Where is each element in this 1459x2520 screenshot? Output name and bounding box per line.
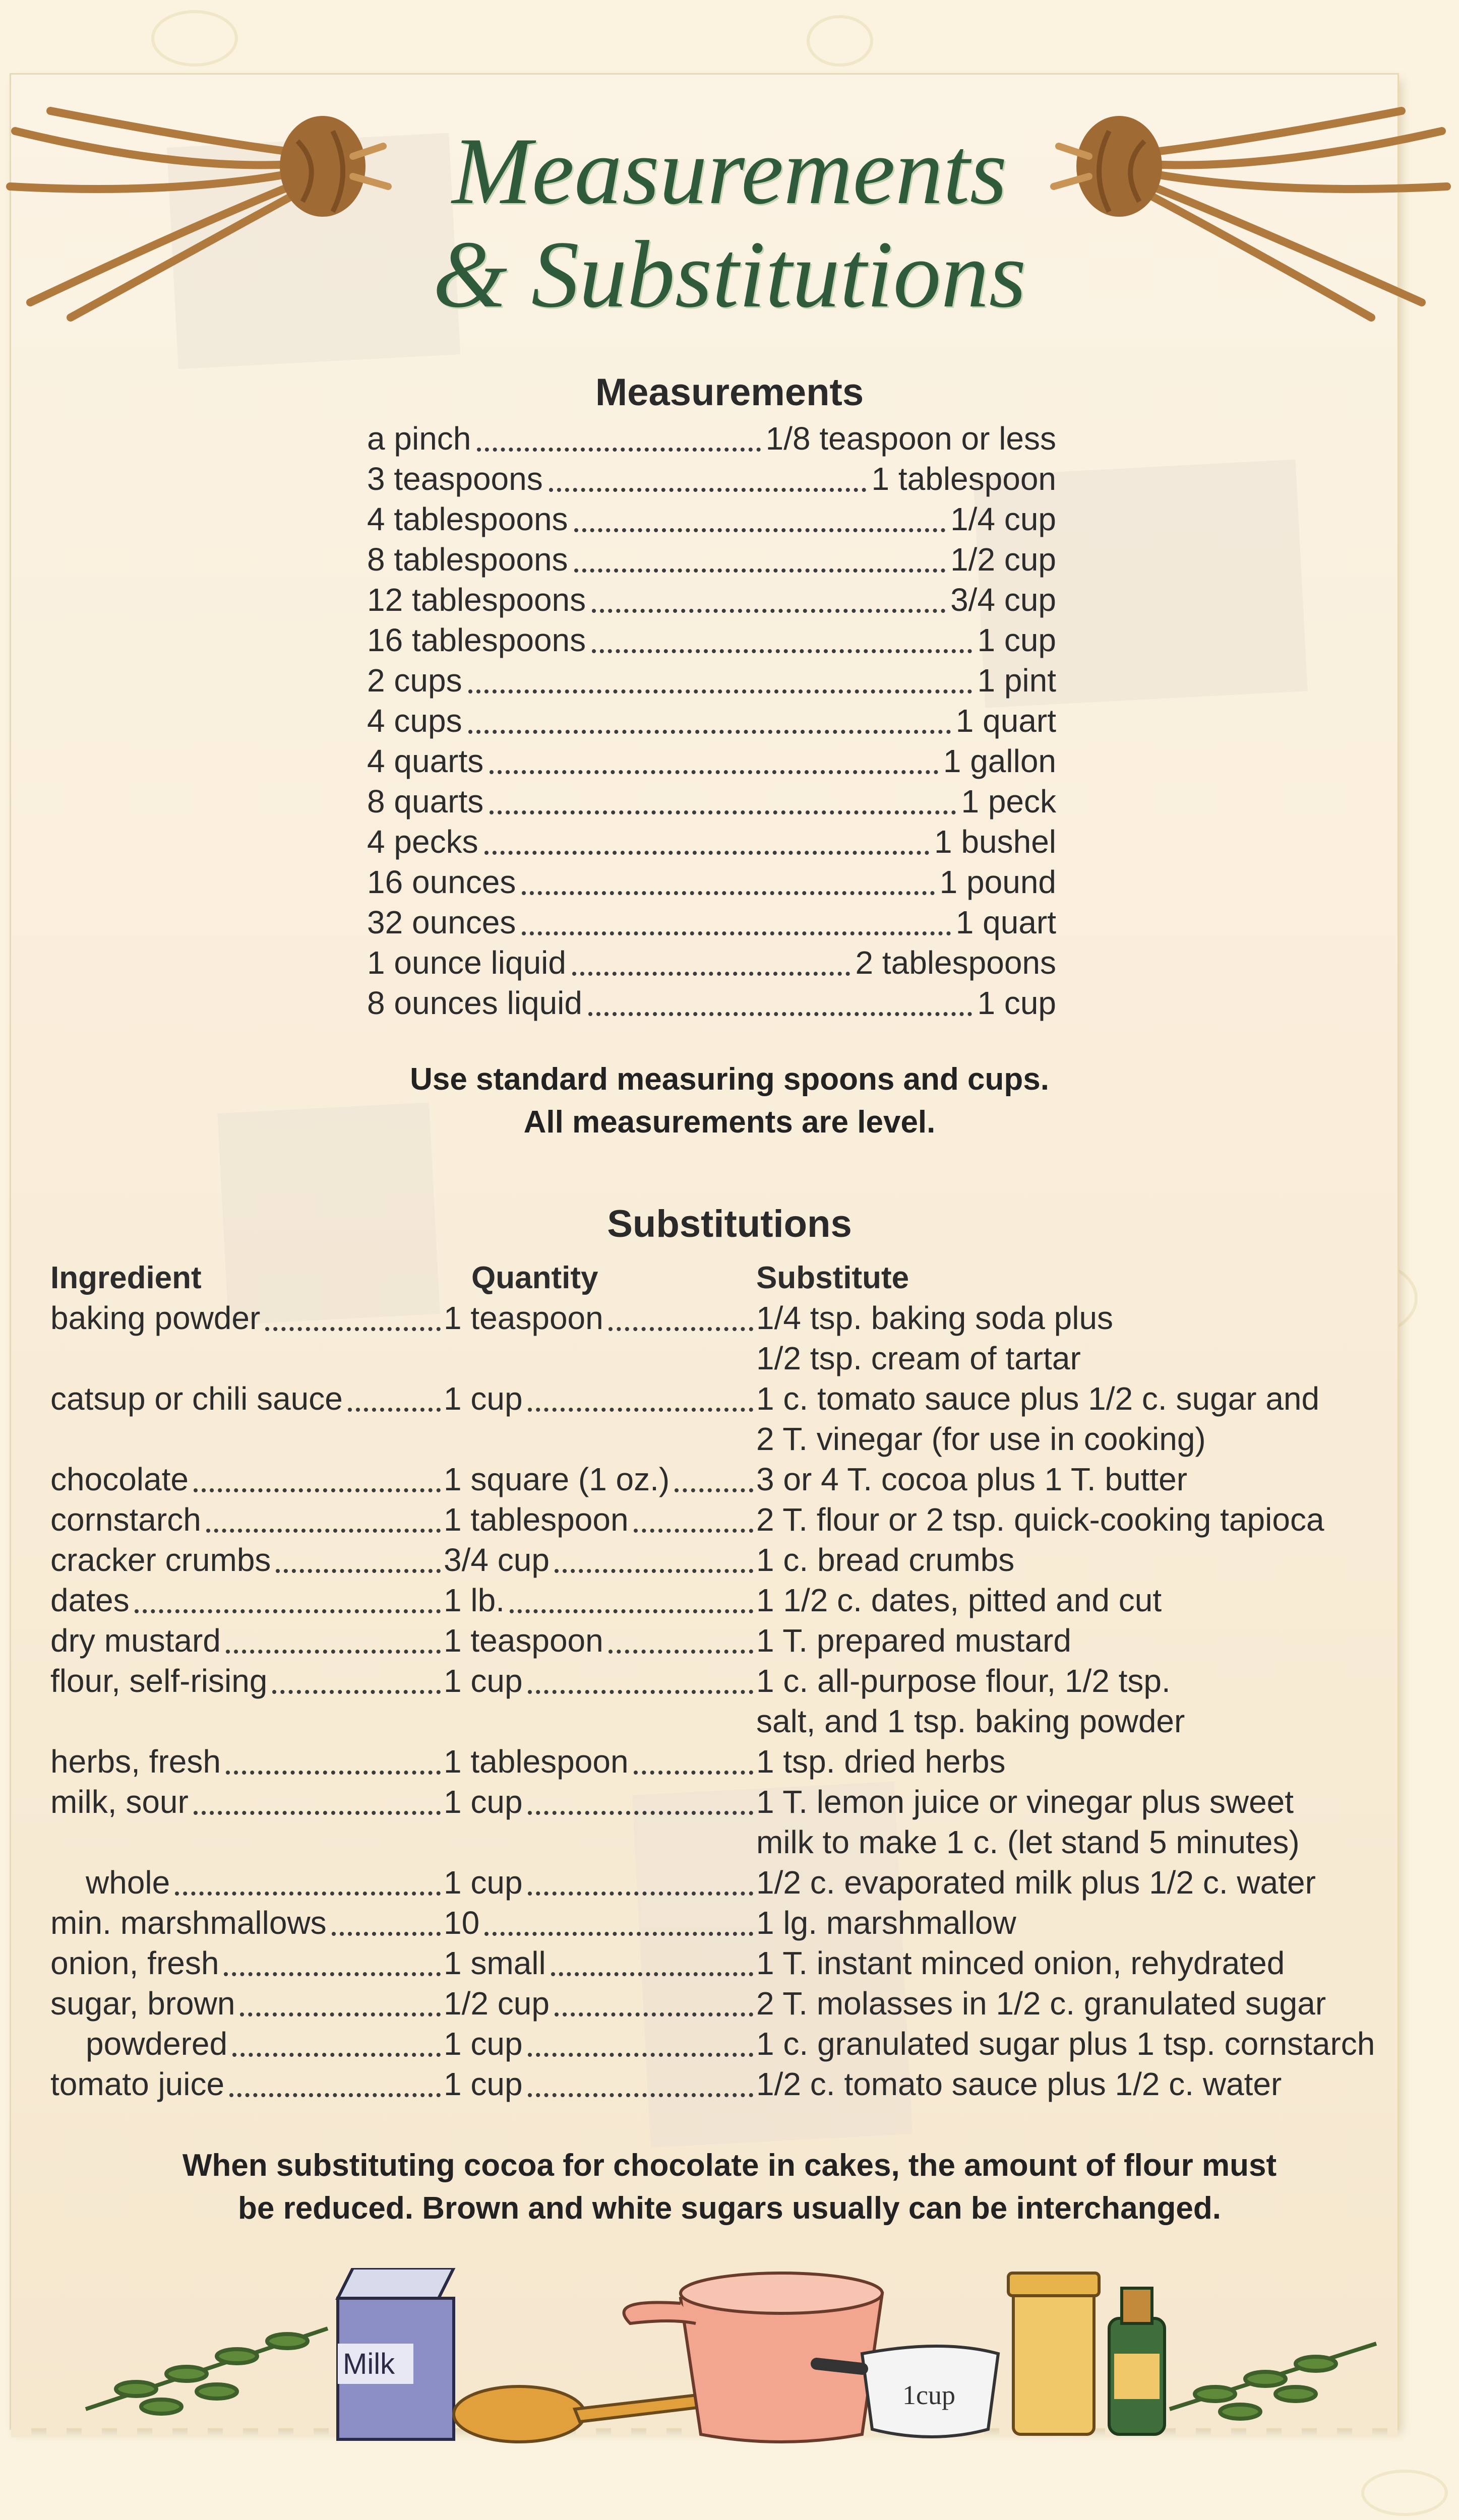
substitution-substitute: 1 c. tomato sauce plus 1/2 c. sugar and — [756, 1380, 1320, 1417]
substitution-substitute: 1/2 c. tomato sauce plus 1/2 c. water — [756, 2066, 1282, 2102]
substitution-ingredient: chocolate — [50, 1461, 189, 1497]
column-header-ingredient: Ingredient — [50, 1261, 202, 1295]
substitution-ingredient: sugar, brown — [50, 1985, 235, 2022]
dot-leader — [490, 770, 938, 774]
dot-leader — [194, 1811, 441, 1815]
dot-leader — [634, 1771, 753, 1775]
dot-leader — [572, 972, 850, 976]
measurement-amount: 16 tablespoons — [367, 622, 586, 658]
measurement-amount: 16 ounces — [367, 864, 516, 900]
dot-leader — [634, 1529, 753, 1533]
substitution-quantity: 1/2 cup — [444, 1985, 550, 2022]
substitution-ingredient: baking powder — [50, 1300, 261, 1336]
extract-bottle-icon — [1109, 2288, 1165, 2434]
measurement-equivalent: 1 quart — [955, 904, 1056, 940]
substitution-substitute: 1 lg. marshmallow — [756, 1905, 1016, 1941]
background-doodle — [1361, 2470, 1448, 2516]
measurement-equivalent: 1/2 cup — [950, 541, 1056, 578]
background-doodle — [151, 10, 238, 67]
measurement-amount: 12 tablespoons — [367, 582, 586, 618]
substitution-ingredient: flour, self-rising — [50, 1663, 268, 1699]
substitution-substitute-continued: 2 T. vinegar (for use in cooking) — [756, 1421, 1206, 1457]
measurement-amount: 1 ounce liquid — [367, 944, 566, 981]
measurement-equivalent: 1 pint — [977, 662, 1056, 699]
substitution-quantity: 1 cup — [444, 1784, 523, 1820]
substitution-substitute: 1 c. all-purpose flour, 1/2 tsp. — [756, 1663, 1171, 1699]
substitution-ingredient: herbs, fresh — [50, 1743, 221, 1780]
substitution-substitute: 1 T. instant minced onion, rehydrated — [756, 1945, 1285, 1981]
dot-leader — [477, 448, 760, 452]
substitution-substitute: 1 T. prepared mustard — [756, 1622, 1071, 1659]
measuring-cup-pink-icon — [624, 2273, 883, 2442]
substitution-substitute: 1 tsp. dried herbs — [756, 1743, 1006, 1780]
measuring-spoon-icon — [454, 2386, 706, 2442]
substitution-quantity: 1 tablespoon — [444, 1743, 629, 1780]
dot-leader — [332, 1932, 441, 1936]
substitution-quantity: 1 teaspoon — [444, 1300, 603, 1336]
substitution-ingredient: cornstarch — [50, 1501, 201, 1538]
dot-leader — [484, 851, 929, 855]
page-title: Measurements — [452, 118, 1007, 224]
substitution-ingredient: dates — [50, 1582, 130, 1618]
dot-leader — [135, 1609, 441, 1613]
dot-leader — [528, 2093, 753, 2097]
measurements-note-2: All measurements are level. — [523, 1105, 936, 1140]
substitution-quantity: 1 cup — [444, 1864, 523, 1901]
page-subtitle: & Substitutions — [433, 222, 1026, 328]
dot-leader — [675, 1488, 753, 1492]
substitution-substitute: 1 c. bread crumbs — [756, 1542, 1015, 1578]
substitution-quantity: 1 square (1 oz.) — [444, 1461, 670, 1497]
dot-leader — [609, 1327, 753, 1331]
substitution-quantity: 1 tablespoon — [444, 1501, 629, 1538]
dot-leader — [240, 2012, 441, 2017]
measurement-amount: 2 cups — [367, 662, 462, 699]
substitution-ingredient: dry mustard — [50, 1622, 221, 1659]
dot-leader — [592, 649, 972, 653]
dot-leader — [276, 1569, 441, 1573]
dot-leader — [229, 2093, 441, 2097]
substitution-quantity: 1 cup — [444, 1380, 523, 1417]
measurement-amount: a pinch — [367, 420, 471, 457]
herb-sprig-left-icon — [86, 2328, 328, 2414]
substitution-quantity: 1 lb. — [444, 1582, 505, 1618]
measurements-heading: Measurements — [595, 371, 864, 414]
substitution-substitute: 1 1/2 c. dates, pitted and cut — [756, 1582, 1162, 1618]
substitution-substitute-continued: 1/2 tsp. cream of tartar — [756, 1340, 1081, 1376]
cup-label: 1cup — [902, 2380, 955, 2410]
dot-leader — [490, 810, 956, 814]
dot-leader — [592, 609, 945, 613]
dot-leader — [468, 689, 972, 694]
dot-leader — [609, 1650, 753, 1654]
dot-leader — [555, 1569, 753, 1573]
dot-leader — [224, 1972, 441, 1976]
substitution-quantity: 1 small — [444, 1945, 546, 1981]
substitution-substitute: 2 T. flour or 2 tsp. quick-cooking tapioca — [756, 1501, 1324, 1538]
substitutions-note-2: be reduced. Brown and white sugars usually can be interchanged. — [237, 2191, 1221, 2226]
dot-leader — [588, 1012, 972, 1016]
dot-leader — [232, 2053, 441, 2057]
dot-leader — [551, 1972, 753, 1976]
dot-leader — [528, 1811, 753, 1815]
measurement-amount: 8 tablespoons — [367, 541, 568, 578]
dot-leader — [574, 528, 946, 532]
measurement-equivalent: 1/8 teaspoon or less — [765, 420, 1056, 457]
dot-leader — [555, 2012, 753, 2017]
measurements-note-1: Use standard measuring spoons and cups. — [410, 1062, 1049, 1097]
measurement-amount: 8 quarts — [367, 783, 484, 820]
substitution-quantity: 1 teaspoon — [444, 1622, 603, 1659]
dot-leader — [528, 1408, 753, 1412]
dot-leader — [206, 1529, 441, 1533]
dot-leader — [528, 1892, 753, 1896]
substitutions-note-1: When substituting cocoa for chocolate in cakes, the amount of flour must — [182, 2148, 1277, 2183]
substitution-substitute: 3 or 4 T. cocoa plus 1 T. butter — [756, 1461, 1188, 1497]
dot-leader — [528, 2053, 753, 2057]
measurement-amount: 4 cups — [367, 703, 462, 739]
substitution-quantity: 10 — [444, 1905, 480, 1941]
substitution-ingredient: onion, fresh — [50, 1945, 219, 1981]
measurement-equivalent: 1 gallon — [943, 743, 1056, 779]
substitution-ingredient: whole — [86, 1864, 170, 1901]
substitution-substitute: 1 c. granulated sugar plus 1 tsp. cornstarch — [756, 2026, 1375, 2062]
measurement-amount: 3 teaspoons — [367, 461, 543, 497]
spice-jar-icon — [1008, 2273, 1099, 2434]
measurement-equivalent: 1 peck — [961, 783, 1056, 820]
substitution-substitute: 2 T. molasses in 1/2 c. granulated sugar — [756, 1985, 1326, 2022]
measurement-equivalent: 1 cup — [977, 985, 1056, 1021]
column-header-quantity: Quantity — [471, 1261, 598, 1295]
measurement-equivalent: 2 tablespoons — [855, 944, 1056, 981]
measurement-amount: 4 pecks — [367, 824, 478, 860]
substitution-substitute: 1/4 tsp. baking soda plus — [756, 1300, 1114, 1336]
dot-leader — [574, 569, 946, 573]
measurement-equivalent: 1 quart — [955, 703, 1056, 739]
substitution-substitute-continued: salt, and 1 tsp. baking powder — [756, 1703, 1185, 1739]
substitution-substitute: 1 T. lemon juice or vinegar plus sweet — [756, 1784, 1294, 1820]
substitution-substitute-continued: milk to make 1 c. (let stand 5 minutes) — [756, 1824, 1300, 1860]
substitution-quantity: 1 cup — [444, 2066, 523, 2102]
dot-leader — [522, 891, 934, 895]
substitution-ingredient: powdered — [86, 2026, 228, 2062]
substitution-substitute: 1/2 c. evaporated milk plus 1/2 c. water — [756, 1864, 1316, 1901]
dot-leader — [528, 1690, 753, 1694]
milk-label: Milk — [343, 2348, 395, 2380]
dot-leader — [265, 1327, 441, 1331]
measurement-equivalent: 1 tablespoon — [871, 461, 1056, 497]
herb-sprig-right-icon — [1170, 2344, 1376, 2419]
measurement-equivalent: 1 pound — [939, 864, 1056, 900]
substitution-quantity: 1 cup — [444, 2026, 523, 2062]
substitution-quantity: 1 cup — [444, 1663, 523, 1699]
kitchen-illustration — [76, 2268, 1383, 2449]
dot-leader — [522, 931, 950, 935]
dot-leader — [272, 1690, 441, 1694]
dot-leader — [468, 730, 951, 734]
measurement-amount: 32 ounces — [367, 904, 516, 940]
dot-leader — [226, 1771, 441, 1775]
dot-leader — [510, 1609, 753, 1613]
substitution-ingredient: milk, sour — [50, 1784, 189, 1820]
measurement-amount: 4 tablespoons — [367, 501, 568, 537]
measurement-equivalent: 3/4 cup — [950, 582, 1056, 618]
dot-leader — [549, 488, 867, 492]
substitutions-heading: Substitutions — [607, 1203, 852, 1245]
measurement-equivalent: 1/4 cup — [950, 501, 1056, 537]
substitution-ingredient: catsup or chili sauce — [50, 1380, 343, 1417]
measurement-equivalent: 1 bushel — [934, 824, 1056, 860]
measurement-amount: 8 ounces liquid — [367, 985, 582, 1021]
dot-leader — [226, 1650, 441, 1654]
dot-leader — [484, 1932, 753, 1936]
dot-leader — [175, 1892, 441, 1896]
dot-leader — [348, 1408, 441, 1412]
substitution-ingredient: min. marshmallows — [50, 1905, 327, 1941]
measurement-amount: 4 quarts — [367, 743, 484, 779]
dot-leader — [194, 1488, 441, 1492]
background-doodle — [807, 15, 873, 67]
substitution-ingredient: tomato juice — [50, 2066, 225, 2102]
substitution-ingredient: cracker crumbs — [50, 1542, 271, 1578]
measurement-equivalent: 1 cup — [977, 622, 1056, 658]
substitution-quantity: 3/4 cup — [444, 1542, 550, 1578]
column-header-substitute: Substitute — [756, 1261, 909, 1295]
